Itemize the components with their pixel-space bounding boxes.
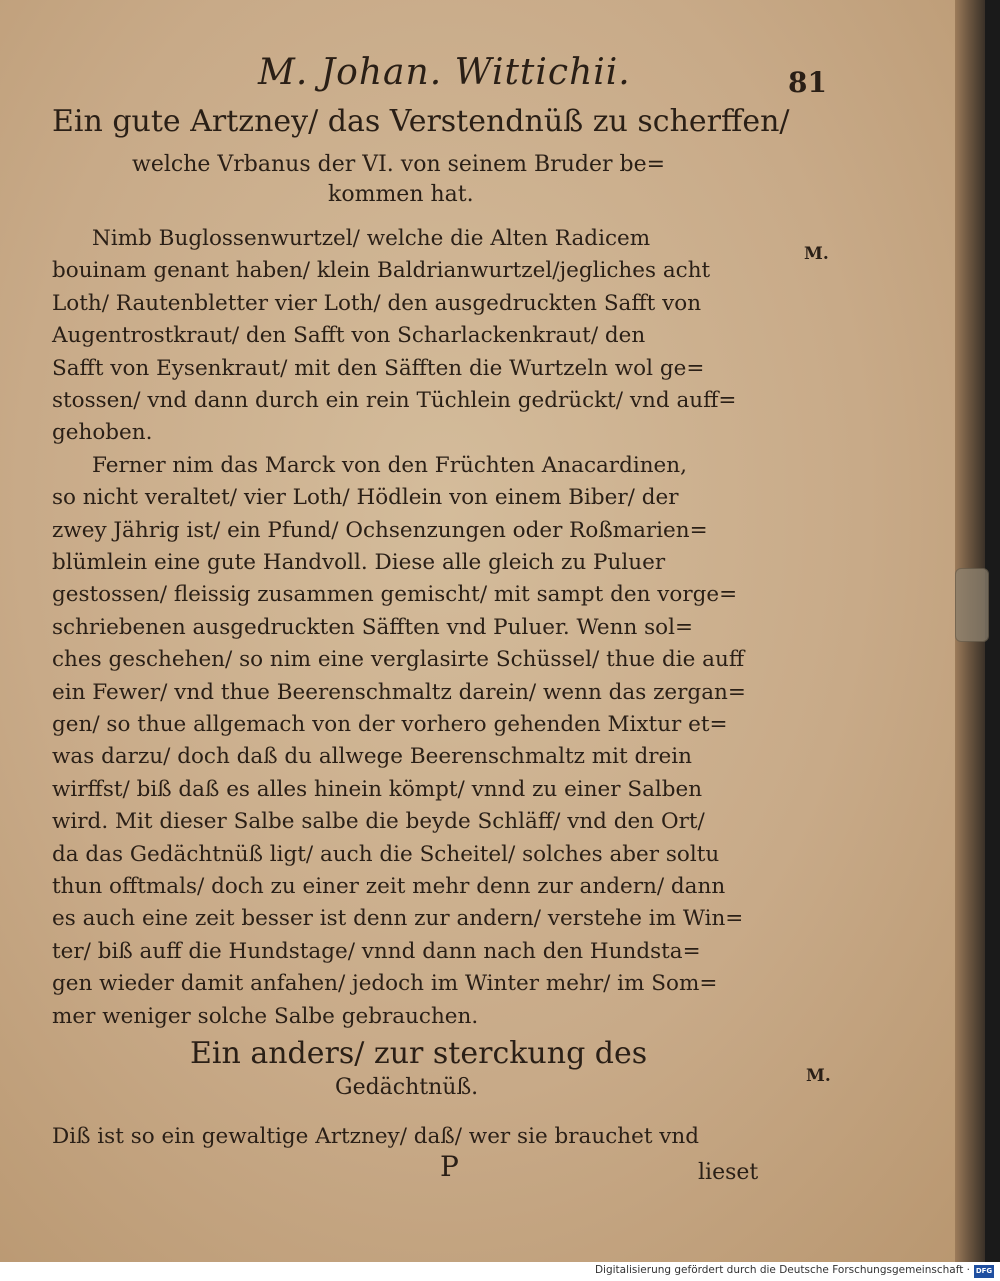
margin-note: M. <box>806 1066 831 1086</box>
section-subtitle: Gedächtnüß. <box>335 1075 479 1100</box>
signature-mark: P <box>440 1150 459 1183</box>
body-line: wirffst/ biß daß es alles hinein kömpt/ vnnd zu einer Salben <box>52 776 703 802</box>
page-number: 81 <box>788 66 827 99</box>
body-line: gehoben. <box>52 420 153 446</box>
page-tab-marker <box>955 568 989 642</box>
body-line: Ferner nim das Marck von den Früchten Anacardinen, <box>92 452 687 478</box>
body-line: Augentrostkraut/ den Safft von Scharlackenkraut/ den <box>52 323 646 349</box>
body-line: mer weniger solche Salbe gebrauchen. <box>52 1003 479 1029</box>
body-line: gestossen/ fleissig zusammen gemischt/ mit sampt den vorge= <box>52 582 738 608</box>
running-head: M. Johan. Wittichii. <box>258 52 631 93</box>
body-line: was darzu/ doch daß du allwege Beerenschmaltz mit drein <box>52 744 692 770</box>
body-line: Nimb Buglossenwurtzel/ welche die Alten Radicem <box>92 226 651 251</box>
section-title: Ein gute Artzney/ das Verstendnüß zu scherffen/ <box>52 104 790 139</box>
body-line: Diß ist so ein gewaltige Artzney/ daß/ wer sie brauchet vnd <box>52 1124 700 1149</box>
body-line: stossen/ vnd dann durch ein rein Tüchlein gedrückt/ vnd auff= <box>52 388 737 413</box>
section-title: Ein anders/ zur sterckung des <box>190 1036 648 1071</box>
body-line: thun offtmals/ doch zu einer zeit mehr denn zur andern/ dann <box>52 874 726 899</box>
body-line: blümlein eine gute Handvoll. Diese alle gleich zu Puluer <box>52 550 666 575</box>
footer-credit: Digitalisierung gefördert durch die Deutsche Forschungsgemeinschaft · <box>594 1264 970 1276</box>
body-line: ein Fewer/ vnd thue Beerenschmaltz darein/ wenn das zergan= <box>52 679 746 705</box>
body-line: schriebenen ausgedruckten Säfften vnd Puluer. Wenn sol= <box>52 614 693 640</box>
body-line: ches geschehen/ so nim eine verglasirte Schüssel/ thue die auff <box>52 647 745 673</box>
body-line: wird. Mit dieser Salbe salbe die beyde Schläff/ vnd den Ort/ <box>52 809 705 835</box>
body-line: da das Gedächtnüß ligt/ auch die Scheitel/ solches aber soltu <box>52 841 720 867</box>
margin-note: M. <box>804 244 829 264</box>
section-subtitle: welche Vrbanus der VI. von seinem Bruder be= <box>132 152 666 177</box>
body-line: es auch eine zeit besser ist denn zur andern/ verstehe im Win= <box>52 906 744 932</box>
section-subtitle: kommen hat. <box>328 182 474 207</box>
body-line: ter/ biß auff die Hundstage/ vnnd dann nach den Hundsta= <box>52 938 701 964</box>
catchword: lieset <box>698 1160 759 1185</box>
body-line: so nicht veraltet/ vier Loth/ Hödlein von einem Biber/ der <box>52 485 679 511</box>
body-line: gen wieder damit anfahen/ jedoch im Winter mehr/ im Som= <box>52 971 718 997</box>
body-line: Safft von Eysenkraut/ mit den Säfften die Wurtzeln wol ge= <box>52 355 705 381</box>
body-line: bouinam genant haben/ klein Baldrianwurtzel/jegliches acht <box>52 258 711 284</box>
dfg-logo: DFG <box>974 1265 994 1278</box>
body-line: Loth/ Rautenbletter vier Loth/ den ausgedruckten Safft von <box>52 290 702 316</box>
body-line: zwey Jährig ist/ ein Pfund/ Ochsenzungen oder Roßmarien= <box>52 517 708 543</box>
footer-bar <box>0 1262 1000 1281</box>
body-line: gen/ so thue allgemach von der vorhero gehenden Mixtur et= <box>52 712 728 737</box>
